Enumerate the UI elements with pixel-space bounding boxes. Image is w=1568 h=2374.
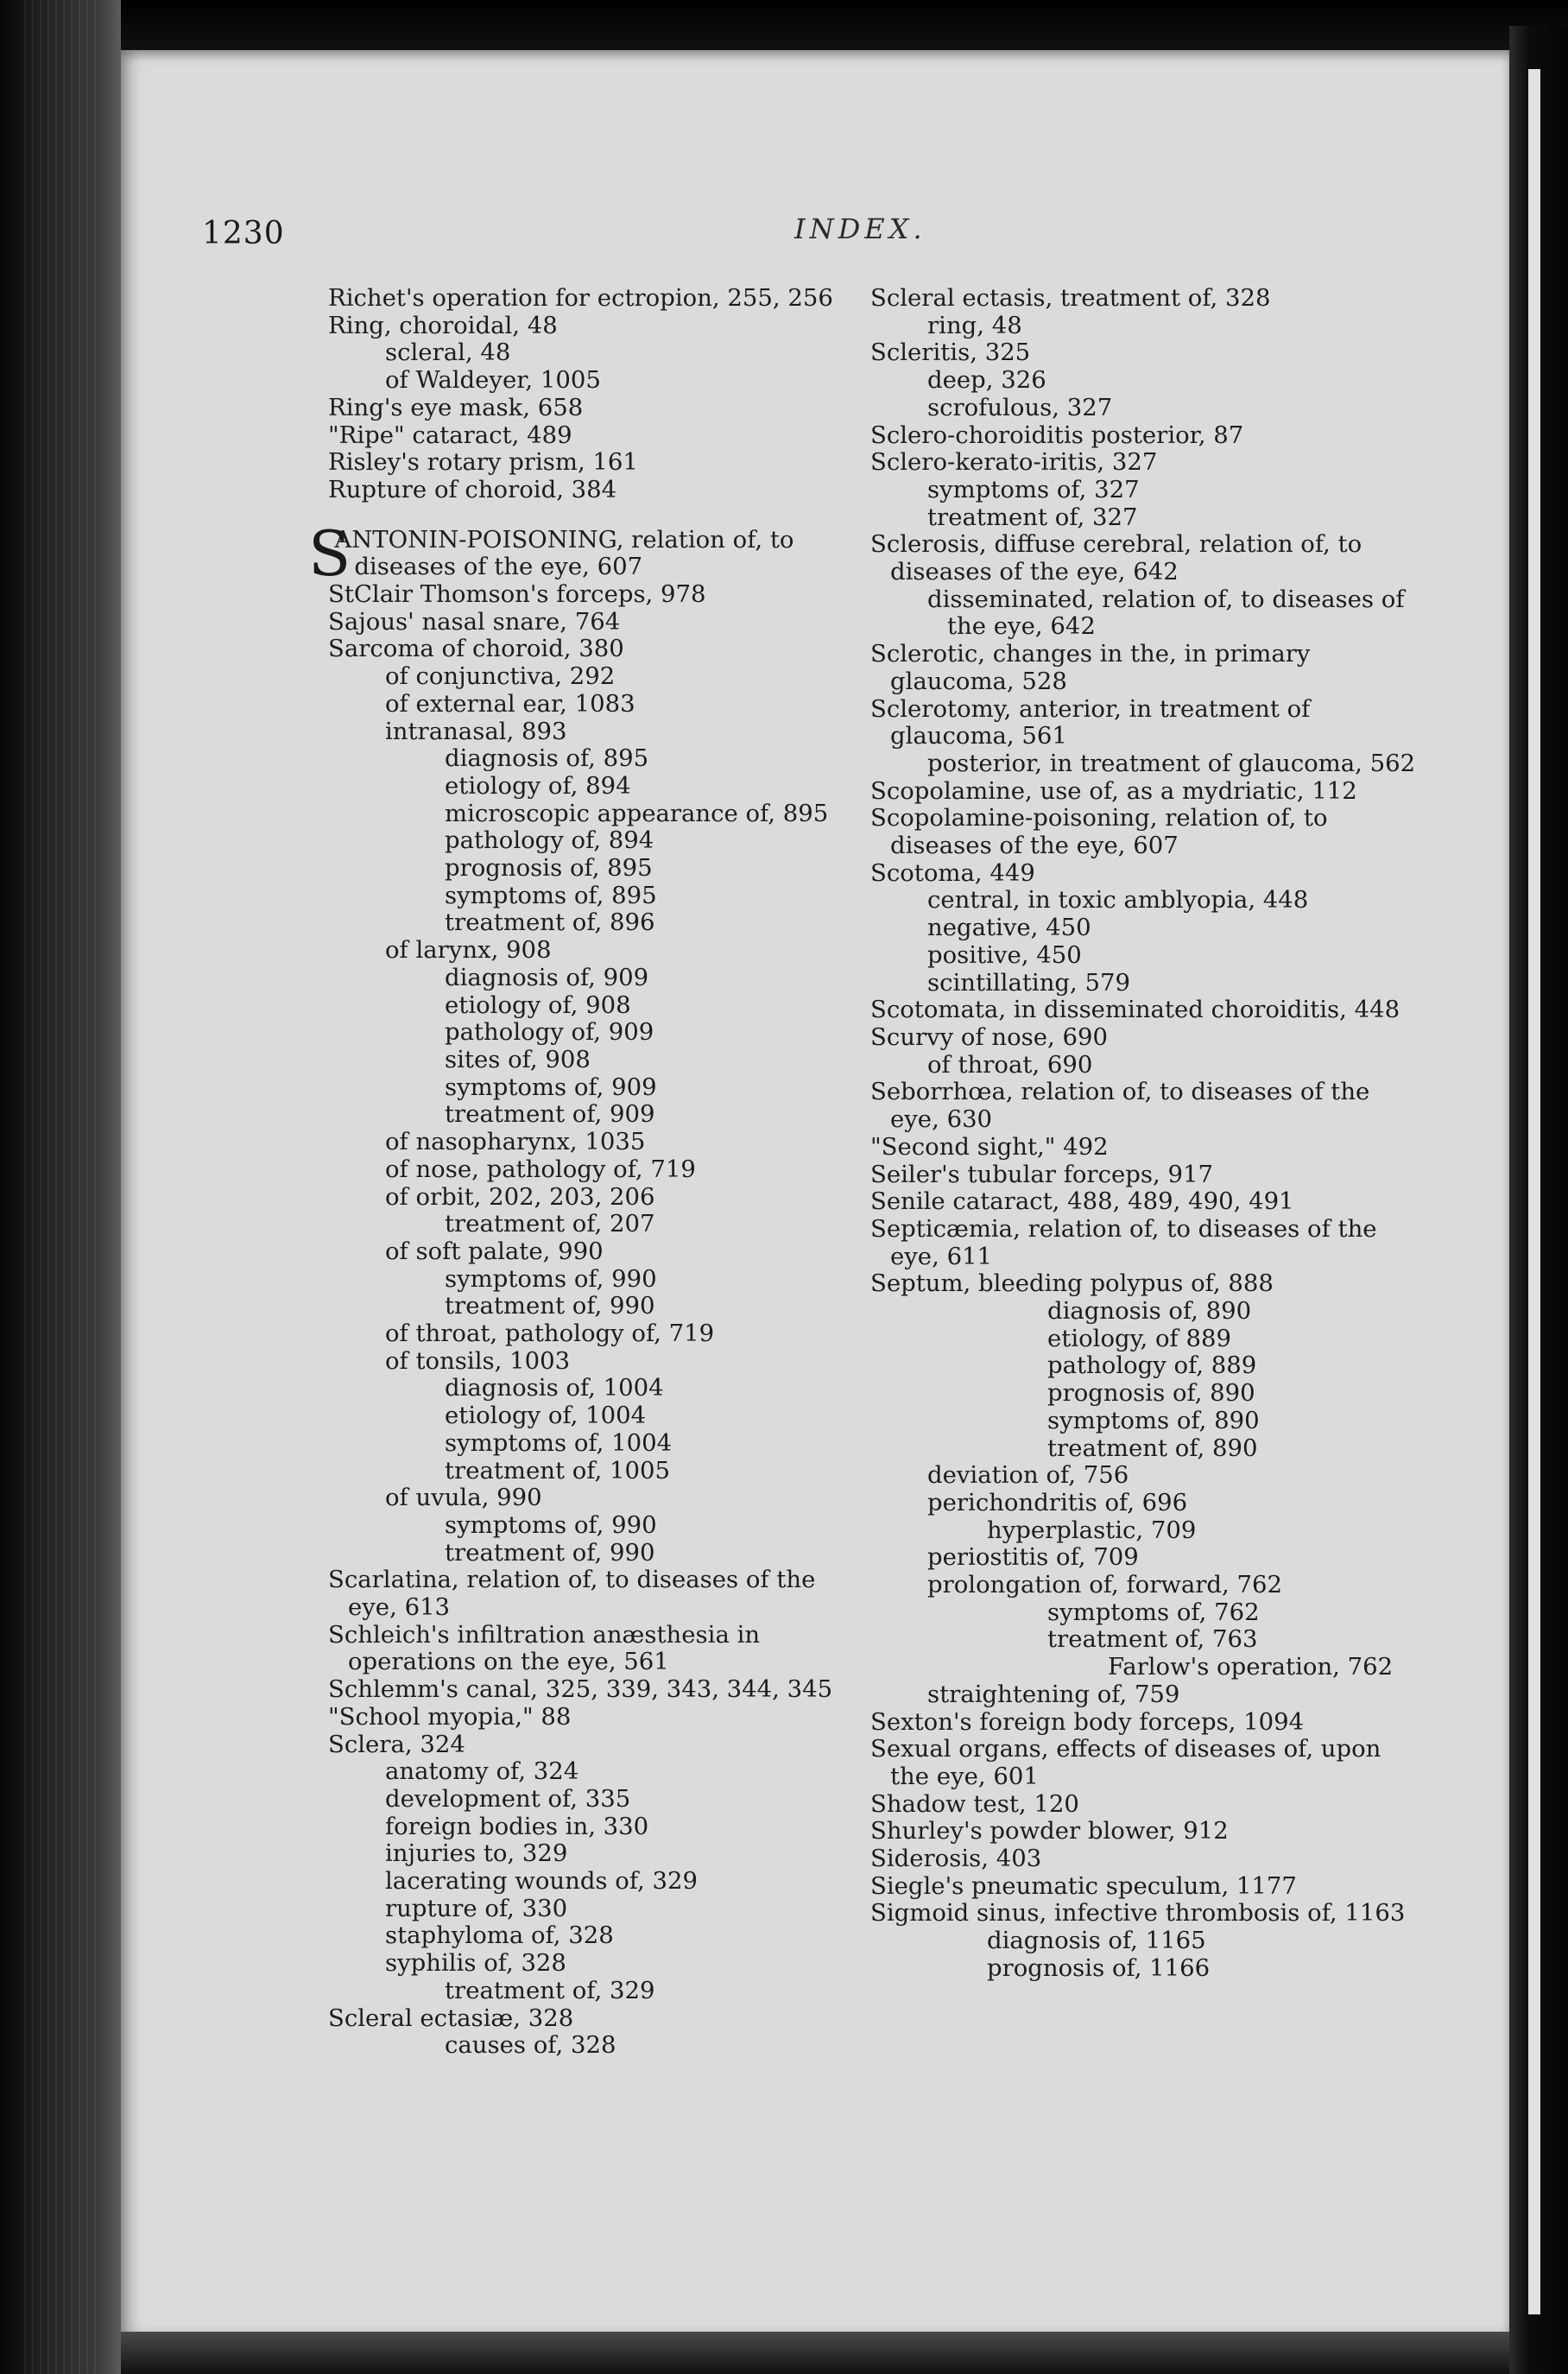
- index-subentry: of uvula, 990: [385, 1484, 542, 1512]
- index-subentry: treatment of, 896: [445, 908, 655, 937]
- index-entry: "Second sight," 492: [870, 1132, 1109, 1161]
- index-subentry: of soft palate, 990: [385, 1237, 604, 1265]
- index-subentry: treatment of, 890: [1047, 1434, 1258, 1462]
- index-entry: Senile cataract, 488, 489, 490, 491: [870, 1187, 1294, 1216]
- index-subentry: causes of, 328: [445, 2031, 616, 2060]
- index-subentry: foreign bodies in, 330: [385, 1812, 649, 1840]
- index-entry: Schleich's infiltration anæsthesia in operations on the eye, 561: [328, 1620, 761, 1676]
- page-number: 1230: [202, 216, 285, 251]
- index-entry: "School myopia," 88: [328, 1702, 572, 1731]
- index-entry: Scopolamine, use of, as a mydriatic, 112: [870, 776, 1357, 805]
- index-entry: Scarlatina, relation of, to diseases of the eye, 613: [328, 1566, 816, 1622]
- index-subentry: treatment of, 909: [445, 1100, 655, 1129]
- index-entry: Sclero-kerato-iritis, 327: [870, 448, 1158, 477]
- index-subentry: diagnosis of, 1165: [987, 1927, 1206, 1955]
- index-subentry: symptoms of, 990: [445, 1264, 657, 1293]
- index-subentry: treatment of, 990: [445, 1292, 655, 1320]
- index-subentry: injuries to, 329: [385, 1839, 568, 1868]
- index-subentry: etiology of, 1004: [445, 1402, 647, 1430]
- index-subentry: straightening of, 759: [927, 1680, 1180, 1708]
- index-entry: Sclerosis, diffuse cerebral, relation of, to diseases of the eye, 642: [870, 530, 1363, 586]
- index-subentry: disseminated, relation of, to diseases of the eye, 642: [927, 585, 1405, 641]
- index-entry: Sajous' nasal snare, 764: [328, 607, 621, 636]
- index-entry: Sexton's foreign body forceps, 1094: [870, 1707, 1305, 1736]
- index-subentry: periostitis of, 709: [927, 1543, 1139, 1572]
- index-column-left: [308, 284, 855, 2060]
- index-subentry: ring, 48: [927, 311, 1022, 339]
- index-subentry: of nose, pathology of, 719: [385, 1155, 696, 1183]
- index-subentry: of tonsils, 1003: [385, 1346, 571, 1375]
- index-subentry: symptoms of, 1004: [445, 1428, 673, 1457]
- index-entry: Septicæmia, relation of, to diseases of the eye, 611: [870, 1214, 1377, 1270]
- index-subentry: rupture of, 330: [385, 1894, 568, 1922]
- index-subentry: central, in toxic amblyopia, 448: [927, 886, 1309, 915]
- index-entry: Risley's rotary prism, 161: [328, 448, 638, 477]
- book-binding: [0, 0, 121, 2374]
- index-subentry: staphyloma of, 328: [385, 1921, 614, 1950]
- index-subentry: etiology, of 889: [1047, 1324, 1231, 1352]
- index-entry: Scleral ectasis, treatment of, 328: [870, 284, 1271, 312]
- index-entry: Ring, choroidal, 48: [328, 311, 558, 339]
- index-subentry: treatment of, 1005: [445, 1456, 670, 1485]
- index-subentry: of Waldeyer, 1005: [385, 366, 601, 395]
- index-subentry: pathology of, 894: [445, 826, 654, 855]
- index-subentry: negative, 450: [927, 914, 1091, 942]
- index-subentry: intranasal, 893: [385, 717, 567, 745]
- index-entry: Scopolamine-poisoning, relation of, to diseases of the eye, 607: [870, 804, 1328, 860]
- index-subentry: prognosis of, 1166: [987, 1953, 1211, 1982]
- index-subentry: Farlow's operation, 762: [1108, 1653, 1394, 1681]
- index-subentry: of throat, pathology of, 719: [385, 1320, 715, 1348]
- index-column-right: [870, 285, 1416, 1983]
- index-subentry: prognosis of, 890: [1047, 1379, 1255, 1408]
- index-subentry: symptoms of, 895: [445, 881, 657, 909]
- index-subentry: diagnosis of, 1004: [445, 1374, 664, 1402]
- index-subentry: of external ear, 1083: [385, 689, 635, 718]
- index-entry: Siderosis, 403: [870, 1845, 1042, 1873]
- index-entry: Shurley's powder blower, 912: [870, 1817, 1229, 1845]
- index-subentry: treatment of, 327: [927, 503, 1138, 531]
- index-subentry: sites of, 908: [445, 1045, 591, 1073]
- section-drop-cap: S: [308, 516, 351, 590]
- scan-top-shadow: [0, 0, 1568, 52]
- next-page-edge: [1528, 69, 1540, 2314]
- index-subentry: positive, 450: [927, 940, 1082, 969]
- index-subentry: deep, 326: [927, 366, 1046, 395]
- index-entry: Sigmoid sinus, infective thrombosis of, 1163: [870, 1899, 1406, 1928]
- binding-texture: [24, 0, 100, 2374]
- section-gap: [328, 504, 855, 527]
- scan-bottom-shadow: [121, 2332, 1509, 2374]
- index-subentry: symptoms of, 762: [1047, 1598, 1260, 1626]
- index-subentry: prolongation of, forward, 762: [927, 1571, 1282, 1599]
- index-subentry: lacerating wounds of, 329: [385, 1867, 699, 1896]
- index-entry: StClair Thomson's forceps, 978: [328, 580, 706, 609]
- index-subentry: prognosis of, 895: [445, 854, 653, 883]
- index-entry: Siegle's pneumatic speculum, 1177: [870, 1871, 1297, 1900]
- index-entry: Sclero-choroiditis posterior, 87: [870, 421, 1244, 449]
- index-subentry: symptoms of, 327: [927, 475, 1140, 503]
- index-entry: Scleral ectasiæ, 328: [328, 2004, 574, 2032]
- index-subentry: pathology of, 909: [445, 1018, 654, 1047]
- index-entry: Richet's operation for ectropion, 255, 256: [328, 284, 833, 312]
- index-entry: Scotoma, 449: [870, 858, 1035, 887]
- index-subentry: scleral, 48: [385, 339, 511, 367]
- index-subentry: treatment of, 763: [1047, 1625, 1258, 1654]
- index-subentry: treatment of, 990: [445, 1538, 655, 1567]
- index-entry: Sclerotic, changes in the, in primary glaucoma, 528: [870, 640, 1311, 695]
- index-entry: Rupture of choroid, 384: [328, 475, 617, 503]
- index-entry: Septum, bleeding polypus of, 888: [870, 1269, 1274, 1298]
- index-subentry: anatomy of, 324: [385, 1757, 579, 1786]
- index-subentry: of throat, 690: [927, 1050, 1093, 1079]
- index-subentry: treatment of, 207: [445, 1210, 655, 1238]
- index-subentry: symptoms of, 990: [445, 1510, 657, 1539]
- index-subentry: etiology of, 908: [445, 991, 631, 1019]
- index-subentry: development of, 335: [385, 1784, 631, 1813]
- running-head: INDEX.: [794, 212, 926, 245]
- index-entry: Seborrhœa, relation of, to diseases of the eye, 630: [870, 1078, 1370, 1134]
- index-entry: Scleritis, 325: [870, 339, 1031, 367]
- index-subentry: microscopic appearance of, 895: [445, 799, 829, 827]
- index-subentry: of larynx, 908: [385, 936, 552, 965]
- index-subentry: diagnosis of, 895: [445, 744, 649, 773]
- index-entry: Sclerotomy, anterior, in treatment of glaucoma, 561: [870, 694, 1311, 750]
- index-subentry: diagnosis of, 909: [445, 963, 649, 991]
- index-entry: Shadow test, 120: [870, 1789, 1079, 1818]
- index-subentry: of nasopharynx, 1035: [385, 1128, 646, 1156]
- index-entry: "Ripe" cataract, 489: [328, 421, 572, 449]
- index-subentry: symptoms of, 909: [445, 1073, 657, 1101]
- index-entry: Scotomata, in disseminated choroiditis, 448: [870, 996, 1400, 1024]
- index-subentry: syphilis of, 328: [385, 1949, 566, 1978]
- index-subentry: of orbit, 202, 203, 206: [385, 1182, 655, 1211]
- index-entry: Sarcoma of choroid, 380: [328, 635, 624, 663]
- index-entry: Scurvy of nose, 690: [870, 1022, 1109, 1051]
- index-entry: Seiler's tubular forceps, 917: [870, 1160, 1213, 1188]
- index-subentry: symptoms of, 890: [1047, 1406, 1260, 1434]
- index-subentry: posterior, in treatment of glaucoma, 562: [927, 749, 1416, 777]
- index-subentry: perichondritis of, 696: [927, 1488, 1188, 1516]
- index-subentry: deviation of, 756: [927, 1461, 1129, 1490]
- index-subentry: scintillating, 579: [927, 968, 1130, 997]
- index-entry: [308, 516, 855, 590]
- index-subentry: scrofulous, 327: [927, 393, 1113, 421]
- index-entry: Schlemm's canal, 325, 339, 343, 344, 345: [328, 1675, 833, 1704]
- index-subentry: etiology of, 894: [445, 771, 631, 800]
- index-subentry: diagnosis of, 890: [1047, 1297, 1252, 1326]
- index-subentry: treatment of, 329: [445, 1976, 655, 2004]
- index-subentry: hyperplastic, 709: [987, 1516, 1197, 1544]
- index-entry: Sexual organs, effects of diseases of, upon the eye, 601: [870, 1735, 1381, 1790]
- index-entry: Sclera, 324: [328, 1730, 465, 1758]
- index-entry: Ring's eye mask, 658: [328, 393, 584, 421]
- index-subentry: pathology of, 889: [1047, 1352, 1257, 1380]
- index-subentry: of conjunctiva, 292: [385, 662, 616, 691]
- entry-text: ANTONIN-POISONING, relation of, to diseases of the eye, 607: [334, 525, 794, 581]
